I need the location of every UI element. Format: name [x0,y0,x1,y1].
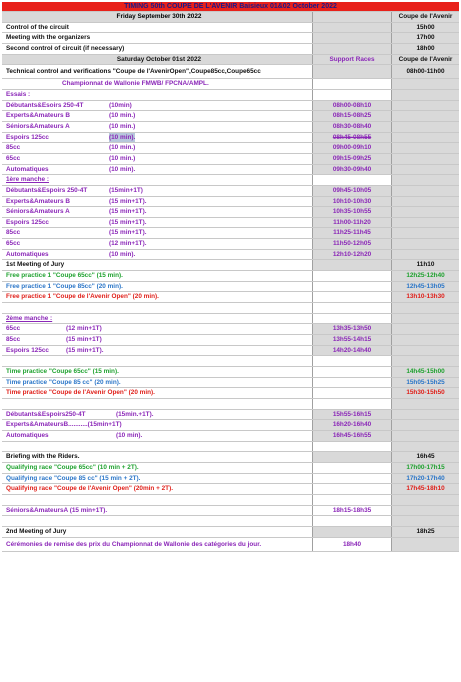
manche2-list [2,324,459,356]
support-races-list [2,410,459,442]
manche1-list [2,186,459,261]
coupe-label: Free practice 1 "Coupe 85cc" (20 min). [6,282,123,290]
championship-title: Championnat de Wallonie FMWB/ FPCNA/AMPL. [62,80,209,88]
table-row [2,101,459,112]
table-row [2,239,459,250]
support-time: 09h00-09h10 [312,143,391,153]
table-row [2,506,459,517]
category-label: 85cc [6,144,21,152]
day1-header-col2 [312,12,391,22]
table-row [2,388,459,399]
category-cell [2,165,312,175]
support-cell [312,271,391,281]
day2-header-row [2,55,459,66]
section-row [2,314,459,325]
category-cell [2,207,312,217]
category-cell [2,186,312,196]
table-row [2,186,459,197]
manche1-header: 1ère manche : [6,176,49,184]
day2-col3-header: Coupe de l'Avenir [391,55,459,65]
duration-label: (15 min+1T). [66,346,104,354]
category-label: Automatiques [6,431,49,439]
table-row [2,250,459,261]
table-row [2,431,459,442]
table-row [2,282,459,293]
duration-label: (15min+1T) [109,186,143,194]
category-cell [2,250,312,260]
duration-label: (10 min). [109,133,135,143]
table-row [2,474,459,485]
category-label: Débutants&Espoirs 250-4T [6,186,88,194]
tech-control-time: 08h00-11h00 [391,65,459,78]
coupe-time: 15h30-15h50 [391,388,459,398]
jury1-label: 1st Meeting of Jury [6,261,65,269]
table-row [2,271,459,282]
table-row [2,218,459,229]
category-cell [2,346,312,356]
free-practice-list [2,271,459,303]
coupe-time: 12h25-12h40 [391,271,459,281]
row-label: Control of the circuit [6,23,69,31]
table-row [2,292,459,303]
category-label: Automatiques [6,250,49,258]
table-row [2,33,459,44]
coupe-time: 17h00-17h15 [391,463,459,473]
table-row [2,463,459,474]
category-cell [2,420,312,430]
spacer-row [2,516,459,527]
table-row [2,165,459,176]
qualifying-list [2,463,459,495]
coupe-cell [391,346,459,356]
coupe-cell [391,111,459,121]
coupe-cell [391,250,459,260]
spacer-row [2,495,459,506]
table-row [2,207,459,218]
duration-label: (10 min). [109,165,136,173]
support-time: 13h35-13h50 [312,324,391,334]
support-time: 08h15-08h25 [312,111,391,121]
category-label: Débutants&Espoirs250-4T [6,410,86,418]
coupe-cell [391,420,459,430]
spacer-row [2,399,459,410]
duration-label: (15 min+1T) [66,336,102,344]
coupe-label: Time practice "Coupe de l'Avenir Open" (20 min). [6,389,155,397]
support-cell [312,474,391,484]
support-time: 09h45-10h05 [312,186,391,196]
category-label: Espoirs 125cc [6,346,49,354]
category-cell [2,197,312,207]
support-time: 11h00-11h20 [312,218,391,228]
coupe-cell [391,133,459,143]
seniors-label: Séniors&AmateursA (15 min+1T). [6,506,108,514]
support-cell [312,378,391,388]
coupe-label: Time practice "Coupe 65cc" (15 min). [6,368,119,375]
coupe-time: 14h45-15h00 [391,367,459,377]
support-time: 09h15-09h25 [312,154,391,164]
coupe-cell [391,324,459,334]
table-row [2,44,459,55]
coupe-cell [391,165,459,175]
coupe-time: 15h05-15h25 [391,378,459,388]
briefing-label: Briefing with the Riders. [6,453,80,461]
duration-label: (15 min+1T). [109,208,147,216]
section-row [2,90,459,101]
sheet-title: TIMING 50th COUPE DE L'AVENIR Baisieux 01&02 October 2022 [2,2,459,12]
seniors-time: 18h15-18h35 [312,506,391,516]
category-cell [2,410,312,420]
duration-label: (10 min). [109,250,136,258]
coupe-label: Free practice 1 "Coupe de l'Avenir Open" (20 min). [6,293,159,301]
support-time: 10h10-10h30 [312,197,391,207]
spacer-row [2,303,459,314]
coupe-time: 13h10-13h30 [391,292,459,302]
category-label: Espoirs 125cc [6,218,49,226]
duration-label: (12 min+1T). [109,240,147,248]
spacer-row [2,442,459,453]
category-label: 85cc [6,229,21,237]
table-row [2,122,459,133]
duration-label: (10 min.) [109,112,136,120]
championship-row [2,79,459,90]
category-label: Experts&Amateurs B [6,197,70,205]
support-cell [312,292,391,302]
category-label: 85cc [6,336,21,344]
support-cell [312,463,391,473]
duration-label: (15 min+1T). [109,229,147,237]
support-cell [312,367,391,377]
support-time: 14h20-14h40 [312,346,391,356]
duration-label: (10 min.) [109,154,136,162]
briefing-time: 16h45 [391,452,459,462]
essais-list [2,101,459,176]
table-row [2,197,459,208]
day1-col3-header: Coupe de l'Avenir [391,12,459,22]
category-cell [2,154,312,164]
coupe-cell [391,218,459,228]
duration-label: (12 min+1T) [66,325,102,333]
category-cell [2,143,312,153]
category-label: Espoirs 125cc [6,133,49,141]
category-cell [2,111,312,121]
duration-label: (10 min.) [109,122,136,130]
row-label: Second control of circuit (if necessary) [6,44,125,52]
support-time: 11h50-12h05 [312,239,391,249]
jury2-time: 18h25 [391,527,459,537]
support-time: 09h30-09h40 [312,165,391,175]
category-cell [2,324,312,334]
row-time: 15h00 [391,23,459,33]
support-time: 12h10-12h20 [312,250,391,260]
briefing-row [2,452,459,463]
coupe-label: Time practice "Coupe 85 cc" (20 min). [6,378,121,386]
day1-header-row [2,12,459,23]
duration-label: (10min) [109,101,132,109]
table-row [2,335,459,346]
coupe-cell [391,239,459,249]
table-row [2,23,459,34]
jury2-row [2,527,459,538]
tech-control-label: Technical control and verifications "Coupe de l'AvenirOpen",Coupe85cc,Coupe65cc [6,68,261,76]
timing-sheet [2,2,459,552]
table-row [2,133,459,144]
day2-col2-header: Support Races [312,55,391,65]
ceremony-row [2,538,459,552]
support-time: 08h45-08h55 [312,133,391,143]
table-row [2,367,459,378]
support-time: 10h35-10h55 [312,207,391,217]
table-row [2,378,459,389]
row-label: Meeting with the organizers [6,34,91,42]
category-cell [2,218,312,228]
category-label: Séniors&Amateurs A [6,208,70,216]
coupe-cell [391,410,459,420]
table-row [2,420,459,431]
coupe-cell [391,122,459,132]
table-row [2,410,459,421]
jury1-time: 11h10 [391,260,459,270]
day1-header: Friday September 30th 2022 [2,12,312,22]
support-time: 08h00-08h10 [312,101,391,111]
category-label: Experts&AmateursB...........(15min+1T) [6,421,122,429]
coupe-cell [391,228,459,238]
coupe-cell [391,207,459,217]
category-label: 65cc [6,154,21,162]
category-cell [2,431,312,441]
category-label: Débutants&Esoirs 250-4T [6,101,84,109]
coupe-label: Qualifying race "Coupe de l'Avenir Open" (20min + 2T). [6,485,173,493]
duration-label: (10 min.) [109,144,136,152]
support-cell [312,282,391,292]
category-label: Automatiques [6,165,49,173]
support-time: 16h20-16h40 [312,420,391,430]
ceremony-time: 18h40 [312,538,391,551]
category-label: Séniors&Amateurs A [6,122,70,130]
tech-control-row [2,65,459,79]
duration-label: (15min.+1T). [116,410,154,418]
category-cell [2,228,312,238]
table-row [2,154,459,165]
spacer-row [2,356,459,367]
ceremony-label: Cérémonies de remise des prix du Championnat de Wallonie des catégories du jour. [6,540,262,548]
coupe-label: Qualifying race "Coupe 65cc" (10 min + 2T). [6,463,139,471]
coupe-label: Qualifying race "Coupe 85 cc" (15 min + 2T). [6,474,141,482]
support-time: 08h30-08h40 [312,122,391,132]
support-time: 13h55-14h15 [312,335,391,345]
table-row [2,143,459,154]
table-row [2,111,459,122]
jury2-label: 2nd Meeting of Jury [6,527,67,535]
coupe-time: 12h45-13h05 [391,282,459,292]
support-cell [312,388,391,398]
section-row [2,175,459,186]
duration-label: (10 min). [116,431,143,439]
jury1-row [2,260,459,271]
time-practice-list [2,367,459,399]
table-row [2,346,459,357]
category-cell [2,239,312,249]
category-label: Experts&Amateurs B [6,112,70,120]
support-cell [312,484,391,494]
category-cell [2,101,312,111]
coupe-cell [391,197,459,207]
duration-label: (15 min+1T). [109,197,147,205]
coupe-cell [391,186,459,196]
coupe-cell [391,335,459,345]
support-time: 16h45-16h55 [312,431,391,441]
day2-header: Saturday October 01st 2022 [2,55,312,65]
manche2-header: 2ème manche : [6,314,53,322]
support-time: 15h55-16h15 [312,410,391,420]
coupe-cell [391,101,459,111]
table-row [2,228,459,239]
category-cell [2,133,312,143]
coupe-cell [391,431,459,441]
category-label: 65cc [6,325,21,333]
row-time: 17h00 [391,33,459,43]
category-label: 65cc [6,240,21,248]
support-time: 11h25-11h45 [312,228,391,238]
category-cell [2,122,312,132]
coupe-time: 17h45-18h10 [391,484,459,494]
category-cell [2,335,312,345]
coupe-cell [391,143,459,153]
row-time: 18h00 [391,44,459,54]
essais-header: Essais : [6,90,31,98]
duration-label: (15 min+1T). [109,218,147,226]
coupe-time: 17h20-17h40 [391,474,459,484]
coupe-label: Free practice 1 "Coupe 65cc" (15 min). [6,272,123,280]
table-row [2,324,459,335]
coupe-cell [391,154,459,164]
table-row [2,484,459,495]
